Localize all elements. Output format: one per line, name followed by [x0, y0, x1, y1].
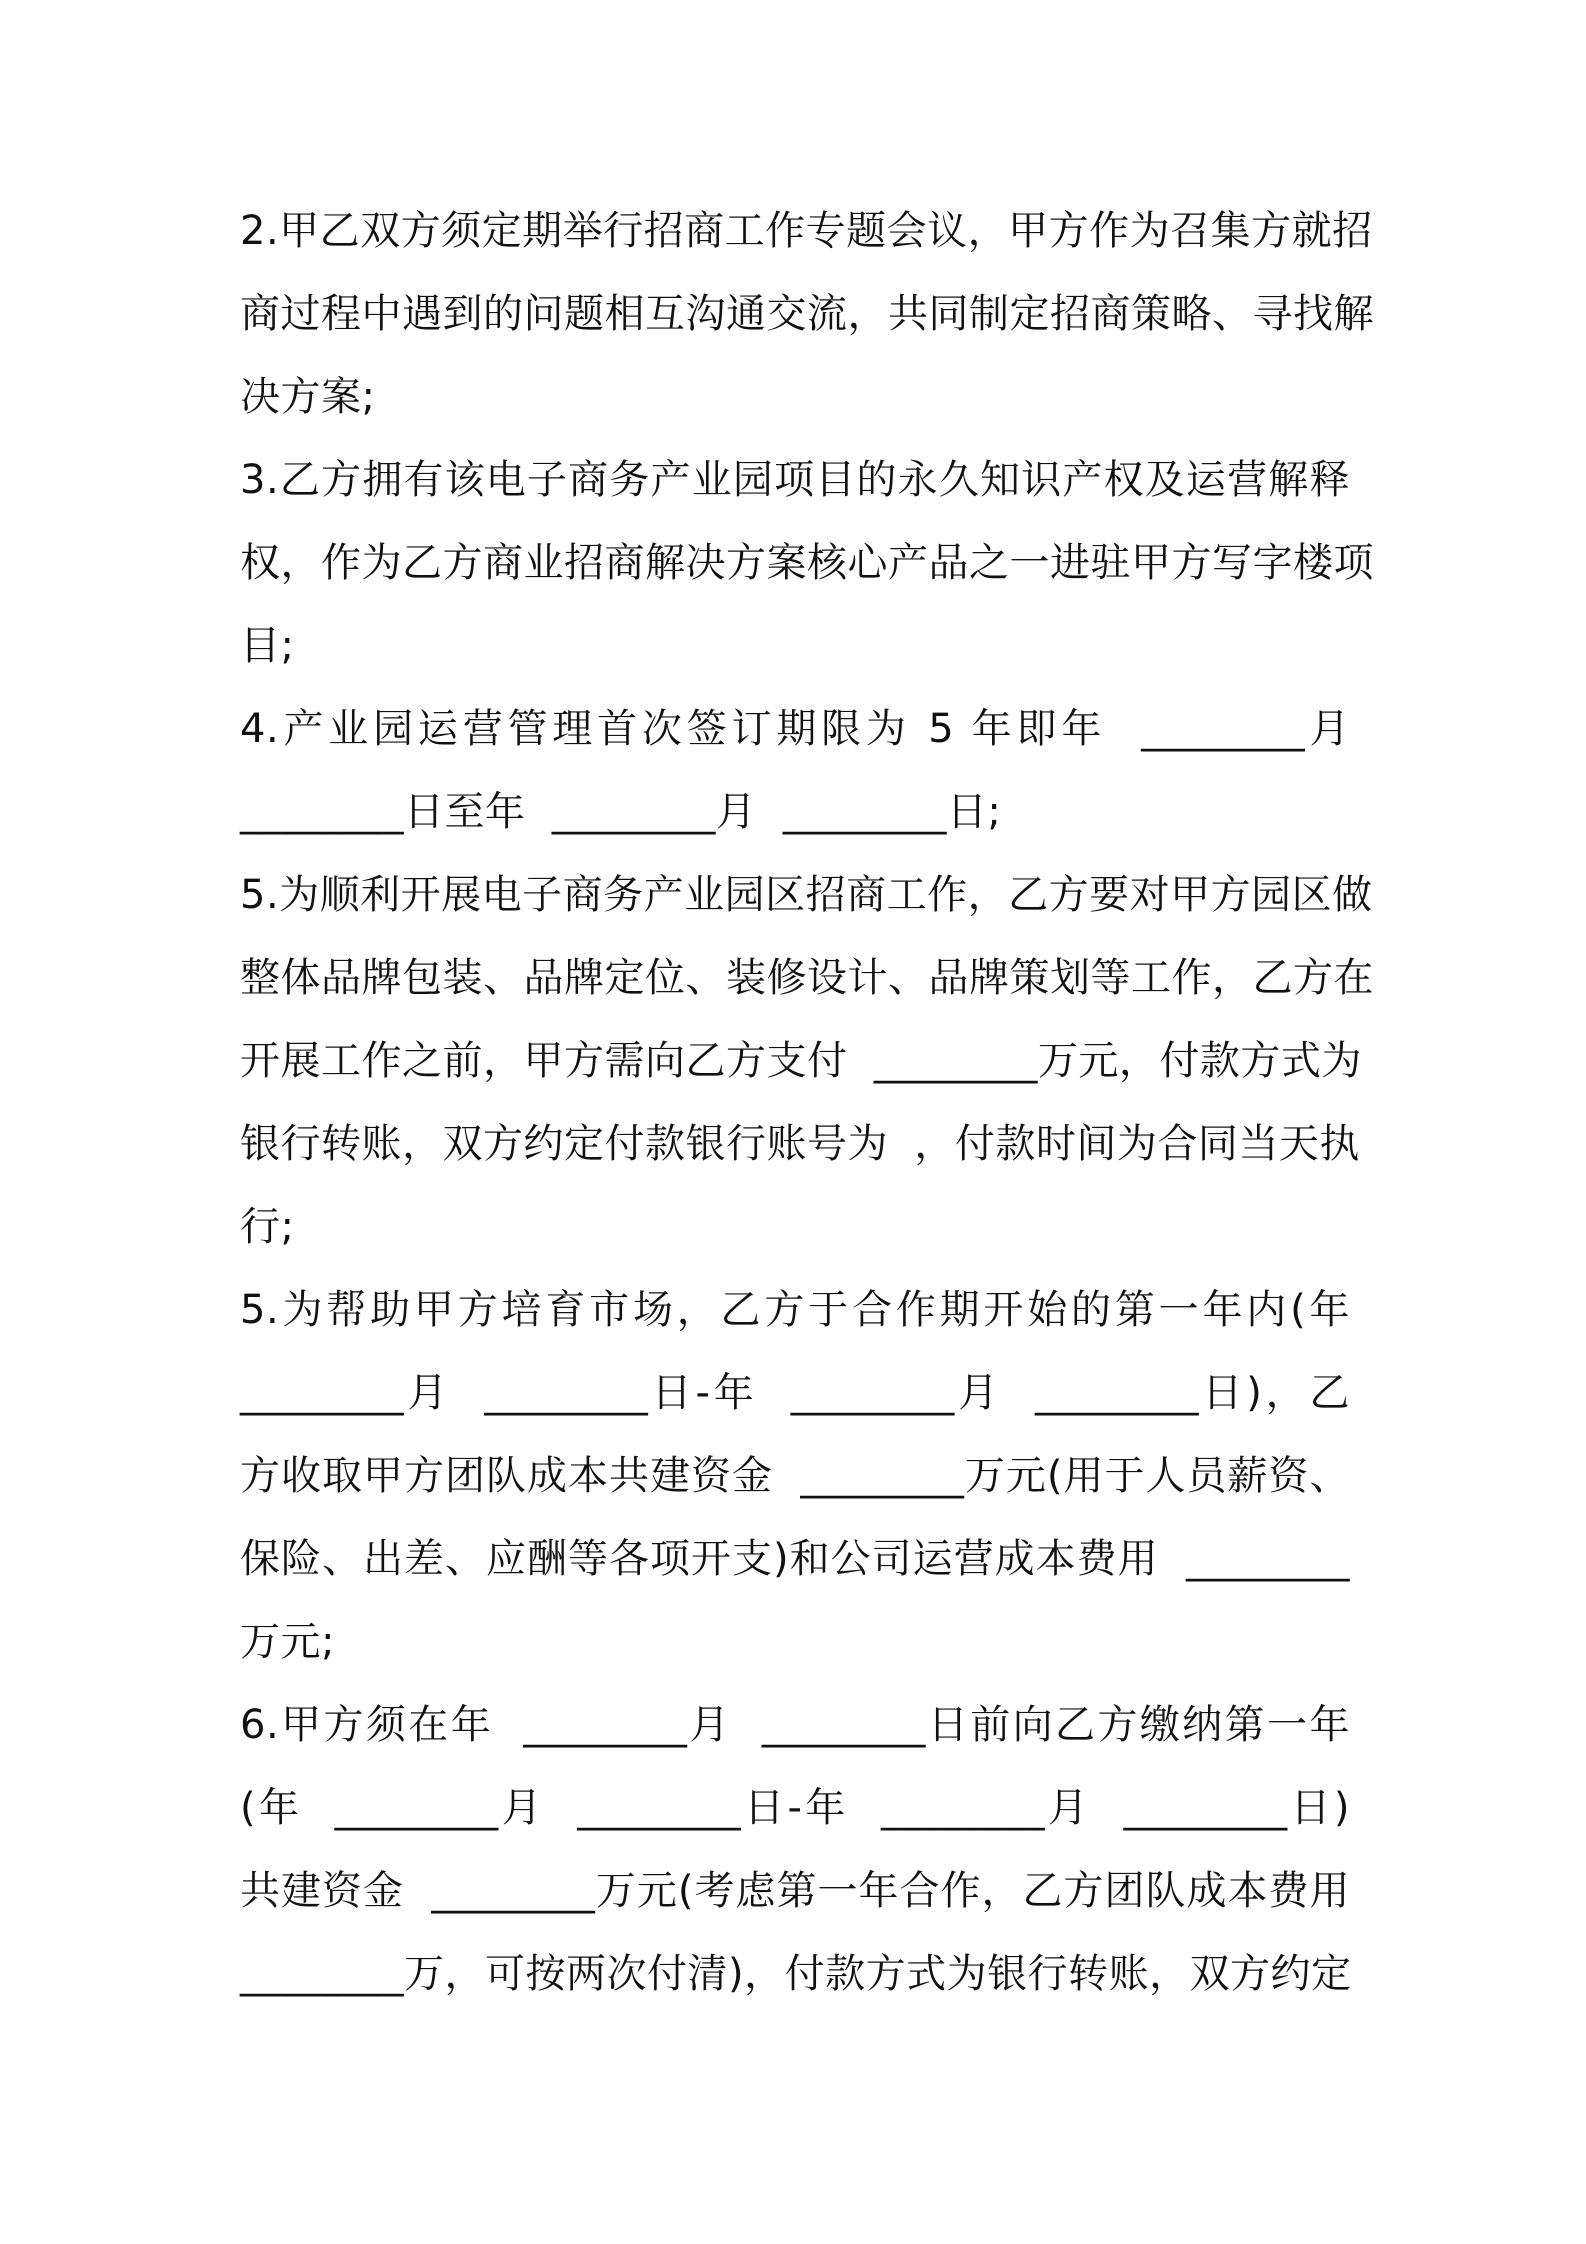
- text-line: 共建资金 ________万元(考虑第一年合作，乙方团队成本费用: [240, 1868, 1350, 1914]
- text-line: 4.产业园运营管理首次签订期限为 5 年即年 ________月: [240, 706, 1350, 752]
- text-line: 决方案;: [240, 374, 376, 420]
- text-line: 商过程中遇到的问题相互沟通交流，共同制定招商策略、寻找解: [240, 291, 1374, 337]
- text-line: 3.乙方拥有该电子商务产业园项目的永久知识产权及运营解释: [240, 457, 1350, 503]
- text-line: 保险、出差、应酬等各项开支)和公司运营成本费用 ________: [240, 1536, 1350, 1582]
- text-line: ________日至年 ________月 ________日;: [240, 789, 1002, 835]
- text-line: 银行转账，双方约定付款银行账号为 ，付款时间为合同当天执: [240, 1121, 1360, 1167]
- text-line: ________月 ________日-年 ________月 ________日)，乙: [240, 1370, 1350, 1416]
- text-line: 方收取甲方团队成本共建资金 ________万元(用于人员薪资、: [240, 1453, 1350, 1499]
- text-line: 行;: [240, 1204, 295, 1250]
- text-line: 5.为顺利开展电子商务产业园区招商工作，乙方要对甲方园区做: [240, 872, 1373, 918]
- text-line: 目;: [240, 623, 295, 669]
- text-line: 权，作为乙方商业招商解决方案核心产品之一进驻甲方写字楼项: [240, 540, 1374, 586]
- document-page: [240, 198, 1374, 2024]
- text-line: 2.甲乙双方须定期举行招商工作专题会议，甲方作为召集方就招: [240, 208, 1373, 254]
- text-line: 万元;: [240, 1619, 335, 1665]
- text-line: 开展工作之前，甲方需向乙方支付 ________万元，付款方式为: [240, 1038, 1362, 1084]
- text-line: 6.甲方须在年 ________月 ________日前向乙方缴纳第一年: [240, 1702, 1350, 1748]
- text-line: 整体品牌包装、品牌定位、装修设计、品牌策划等工作，乙方在: [240, 955, 1374, 1001]
- text-line: ________万，可按两次付清)，付款方式为银行转账，双方约定: [240, 1951, 1352, 1997]
- text-line: 5.为帮助甲方培育市场，乙方于合作期开始的第一年内(年: [240, 1287, 1350, 1333]
- text-line: (年 ________月 ________日-年 ________月 ________日): [240, 1785, 1350, 1831]
